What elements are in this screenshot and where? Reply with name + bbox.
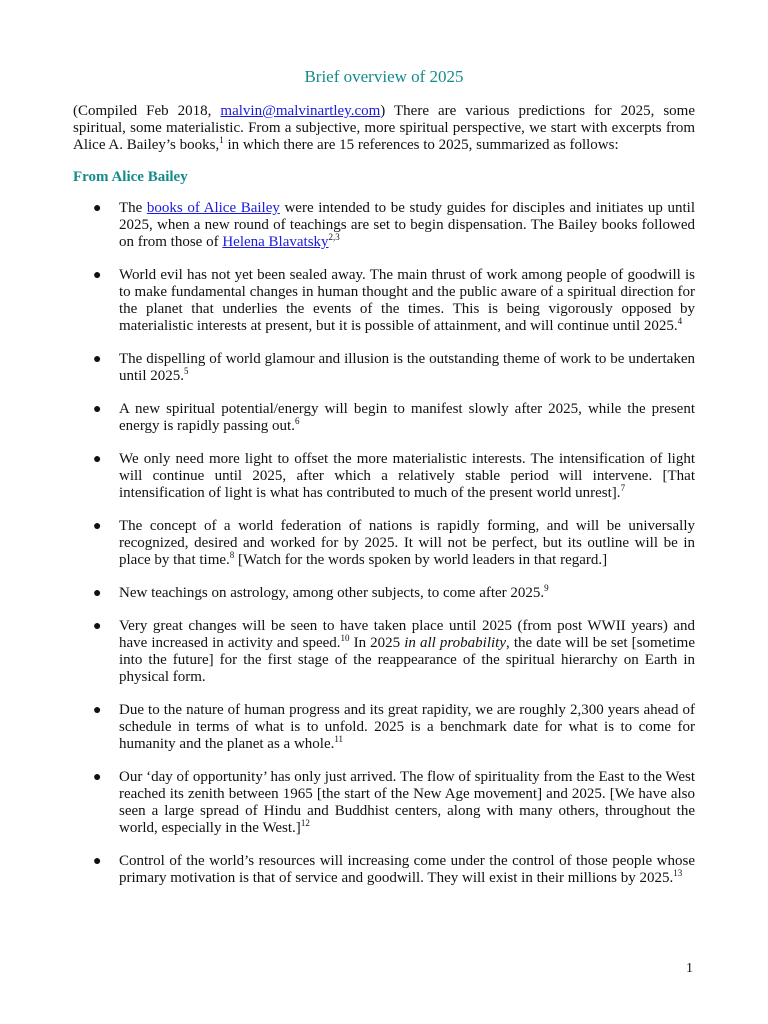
list-item: [73, 451, 695, 502]
bullet-text: Control of the world’s resources will increasing come under the control of those people whose primary motivation is that of service and goodwill. They will exist in their millions by 2025.: [119, 853, 695, 886]
footnote-ref: 9: [544, 583, 549, 593]
email-link[interactable]: malvin@malvinartley.com: [220, 103, 381, 119]
footnote-ref: 6: [294, 416, 300, 426]
bullet-text: Due to the nature of human progress and its great rapidity, we are roughly 2,300 years ahead of schedule in terms of what is to unfold. 2025 is a benchmark date for what is to come for humanity and the planet as a whole.: [119, 702, 695, 752]
list-item: [73, 702, 695, 753]
section-heading: From Alice Bailey: [73, 169, 188, 185]
bullet-icon: ●: [93, 402, 102, 417]
bullet-text-mid: In 2025: [349, 635, 405, 651]
page-number: 1: [686, 961, 693, 976]
intro-text-tail: in which there are 15 references to 2025, summarized as follows:: [223, 137, 619, 153]
footnote-ref: 12: [300, 818, 310, 828]
bullet-text: A new spiritual potential/energy will begin to manifest slowly after 2025, while the present energy is rapidly passing out.: [119, 401, 695, 434]
bullet-icon: ●: [93, 268, 102, 283]
bullet-text: Our ‘day of opportunity’ has only just arrived. The flow of spirituality from the East to the West reached its zenith between 1965 [the start of the New Age movement] and 2025. [We have also seen a large spread of Hindu and Buddhist centers, along with many others, throughout the world, especially in the West.]: [119, 769, 695, 836]
list-item: [73, 351, 695, 385]
footnote-ref: 11: [334, 734, 344, 744]
list-item: [73, 267, 695, 335]
list-item: [73, 769, 695, 837]
bullet-icon: ●: [93, 352, 102, 367]
bullet-icon: ●: [93, 452, 102, 467]
alice-bailey-books-link[interactable]: books of Alice Bailey: [146, 200, 280, 216]
emphasis-text: in all probability: [404, 635, 507, 651]
bullet-text: Very great changes will be seen to have taken place until 2025 (from post WWII years) and have increased in activity and speed.: [119, 618, 695, 651]
list-item: [73, 200, 695, 251]
intro-paragraph: [73, 103, 695, 154]
footnote-ref: 7: [620, 483, 626, 493]
bullet-text: The concept of a world federation of nations is rapidly forming, and will be universally recognized, desired and worked for by 2025. It will not be perfect, but its outline will be in place by that time.: [119, 518, 695, 568]
footnote-ref: 13: [673, 868, 683, 878]
list-item: [73, 518, 695, 569]
intro-text-start: (Compiled Feb 2018,: [73, 103, 221, 119]
bullet-text-tail: [Watch for the words spoken by world leaders in that regard.]: [234, 552, 608, 568]
bullet-icon: ●: [93, 854, 102, 869]
footnote-ref: 4: [677, 316, 683, 326]
intro-text-body: ) There are various predictions for 2025, some spiritual, some materialistic. From a subjective, more spiritual perspective, we start with excerpts from Alice A. Bailey’s books,: [73, 103, 695, 153]
footnote-ref: 5: [184, 366, 189, 376]
list-item: [73, 618, 695, 686]
bullet-icon: ●: [93, 770, 102, 785]
bullet-text-tail: , the date will be set [sometime into the future] for the first stage of the reappearance of the spiritual hierarchy on Earth in physical form.: [119, 635, 695, 685]
bullet-text: World evil has not yet been sealed away. The main thrust of work among people of goodwill is to make fundamental changes in human thought and the public aware of a spiritual direction for the planet that underlies the events of the times. This is being vigorously opposed by materialistic interests at present, but it is possible of attainment, and will continue until 2025.: [119, 267, 695, 334]
footnote-ref: 2,3: [328, 232, 340, 242]
bullet-icon: ●: [93, 703, 102, 718]
bullet-text: We only need more light to offset the more materialistic interests. The intensification of light will continue until 2025, after which a relatively stable period will intervene. [That intensification of light is what has contributed to much of the present world unrest].: [119, 451, 695, 501]
bullet-text: The dispelling of world glamour and illusion is the outstanding theme of work to be undertaken until 2025.: [119, 351, 695, 384]
bullet-icon: ●: [93, 519, 102, 534]
helena-blavatsky-link[interactable]: Helena Blavatsky: [222, 234, 329, 250]
bullet-text: were intended to be study guides for disciples and initiates up until 2025, when a new round of teachings are set to begin dispensation. The Bailey books followed on from those of: [119, 200, 695, 250]
page-title: Brief overview of 2025: [304, 67, 464, 86]
list-item: [73, 585, 695, 602]
bullet-icon: ●: [93, 586, 102, 601]
footnote-ref: 1: [219, 135, 224, 145]
list-item: [73, 401, 695, 435]
bullet-list: [73, 200, 695, 903]
bullet-text: New teachings on astrology, among other subjects, to come after 2025.: [119, 585, 545, 601]
footnote-ref: 10: [340, 633, 350, 643]
bullet-text: The: [119, 200, 147, 216]
bullet-icon: ●: [93, 201, 102, 216]
bullet-icon: ●: [93, 619, 102, 634]
footnote-ref: 8: [229, 550, 235, 560]
list-item: [73, 853, 695, 887]
